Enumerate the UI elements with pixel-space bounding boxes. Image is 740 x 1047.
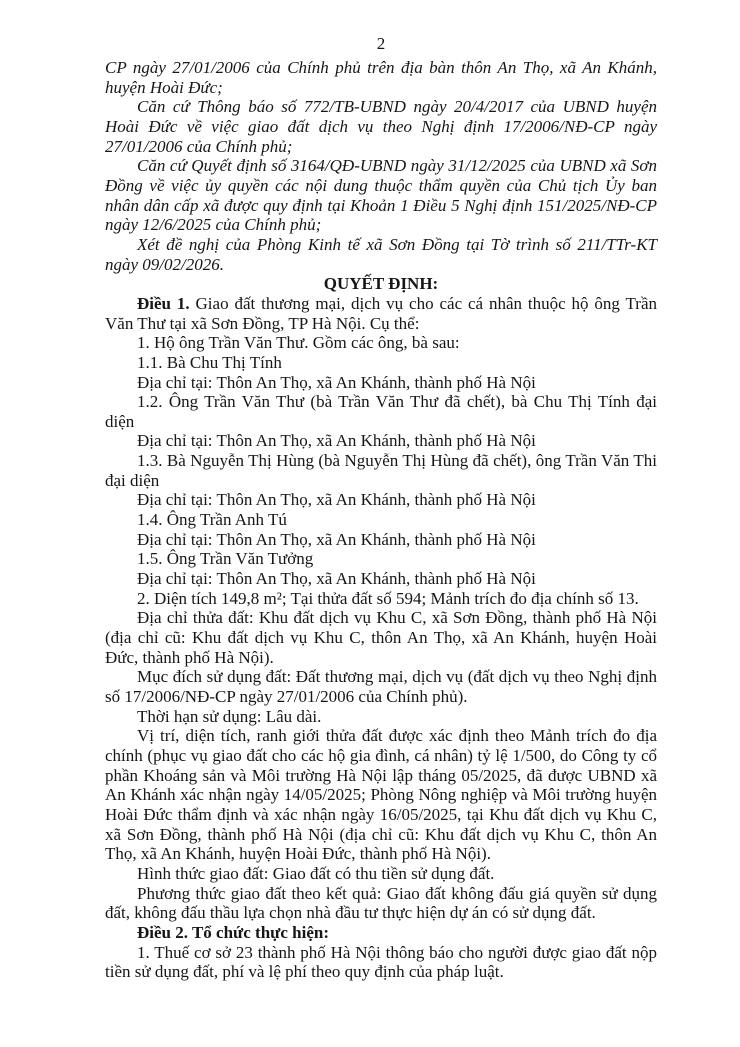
text-run: Vị trí, diện tích, ranh giới thửa đất được xác định theo Mảnh trích đo địa chính (phục vụ giao đất cho các hộ gia đình, cá nhân) tỷ lệ 1/500, do Công ty cổ phần Khoáng sản và Môi trường Hà Nội lập tháng 05/2025, đã được UBND xã An Khánh xác nhận ngày 14/05/2025; Phòng Nông nghiệp và Môi trường huyện Hoài Đức thẩm định và xác nhận ngày 16/05/2025, tại Khu đất dịch vụ Khu C, xã Sơn Đồng, thành phố Hà Nội (địa chỉ cũ: Khu đất dịch vụ Khu C, thôn An Thọ, xã An Khánh, huyện Hoài Đức, thành phố Hà Nội). [105,726,657,864]
bold-text-run: Điều 2. Tổ chức thực hiện: [137,922,329,942]
decision-heading [105,274,657,294]
member-1-5 [105,549,657,569]
text-run: Hình thức giao đất: Giao đất có thu tiền sử dụng đất. [137,863,495,883]
member-1-2-address [105,431,657,451]
article-2-heading [105,923,657,943]
bold-text-run: Điều 1. [137,293,190,313]
document-body [105,58,657,982]
allocation-form [105,864,657,884]
preamble-xet-de-nghi [105,235,657,274]
text-run: CP ngày 27/01/2006 của Chính phủ trên địa bàn thôn An Thọ, xã An Khánh, huyện Hoài Đức; [105,58,657,97]
text-run: 1.5. Ông Trần Văn Tưởng [137,549,314,569]
household-list-intro [105,333,657,353]
land-use-term [105,707,657,727]
text-run: Địa chỉ tại: Thôn An Thọ, xã An Khánh, thành phố Hà Nội [137,431,536,451]
text-run: Phương thức giao đất theo kết quả: Giao đất không đấu giá quyền sử dụng đất, không đấu thầu lựa chọn nhà đầu tư thực hiện dự án có sử dụng đất. [105,883,657,923]
member-1-1 [105,353,657,373]
member-1-4-address [105,530,657,550]
text-run: Địa chỉ tại: Thôn An Thọ, xã An Khánh, thành phố Hà Nội [137,529,536,549]
text-run: Mục đích sử dụng đất: Đất thương mại, dịch vụ (đất dịch vụ theo Nghị định số 17/2006/NĐ-CP ngày 27/01/2006 của Chính phủ). [105,667,657,706]
member-1-2 [105,392,657,431]
bold-text-run: QUYẾT ĐỊNH: [323,274,439,294]
member-1-5-address [105,569,657,589]
text-run: Địa chỉ tại: Thôn An Thọ, xã An Khánh, thành phố Hà Nội [137,490,536,510]
preamble-continued [105,58,657,97]
text-run: 1.4. Ông Trần Anh Tú [137,510,287,530]
text-run: Thời hạn sử dụng: Lâu dài. [137,706,322,726]
member-1-1-address [105,373,657,393]
location-description [105,726,657,864]
member-1-4 [105,510,657,530]
text-run: Căn cứ Quyết định số 3164/QĐ-UBND ngày 31/12/2025 của UBND xã Sơn Đồng về việc ủy quyền các nội dung thuộc thẩm quyền của Chủ tịch Ủy ban nhân dân cấp xã được quy định tại Khoản 1 Điều 5 Nghị định 151/2025/NĐ-CP ngày 12/6/2025 của Chính phủ; [105,156,657,235]
parcel-address [105,608,657,667]
text-run: 1. Thuế cơ sở 23 thành phố Hà Nội thông báo cho người được giao đất nộp tiền sử dụng đất, phí và lệ phí theo quy định của pháp luật. [105,942,657,982]
text-run: 1.2. Ông Trần Văn Thư (bà Trần Văn Thư đã chết), bà Chu Thị Tính đại diện [105,392,657,431]
text-run: Giao đất thương mại, dịch vụ cho các cá nhân thuộc hộ ông Trần Văn Thư tại xã Sơn Đồng, TP Hà Nội. Cụ thể: [105,293,658,333]
member-1-3-address [105,490,657,510]
text-run: 2. Diện tích 149,8 m²; Tại thửa đất số 594; Mảnh trích đo địa chính số 13. [137,588,639,608]
text-run: Xét đề nghị của Phòng Kinh tế xã Sơn Đồng tại Tờ trình số 211/TTr-KT ngày 09/02/2026. [105,234,657,274]
text-run: 1.3. Bà Nguyễn Thị Hùng (bà Nguyễn Thị Hùng đã chết), ông Trần Văn Thi đại diện [105,451,657,490]
member-1-3 [105,451,657,490]
article-1-intro [105,294,657,333]
text-run: Địa chỉ tại: Thôn An Thọ, xã An Khánh, thành phố Hà Nội [137,569,536,589]
text-run: Địa chỉ tại: Thôn An Thọ, xã An Khánh, thành phố Hà Nội [137,372,536,392]
text-run: 1. Hộ ông Trần Văn Thư. Gồm các ông, bà sau: [137,333,460,353]
text-run: Căn cứ Thông báo số 772/TB-UBND ngày 20/4/2017 của UBND huyện Hoài Đức về việc giao đất dịch vụ theo Nghị định 17/2006/NĐ-CP ngày 27/01/2006 của Chính phủ; [105,97,657,156]
allocation-method [105,884,657,923]
preamble-thong-bao-772 [105,97,657,156]
parcel-area [105,589,657,609]
preamble-quyet-dinh-3164 [105,156,657,235]
text-run: Địa chỉ thửa đất: Khu đất dịch vụ Khu C, xã Sơn Đồng, thành phố Hà Nội (địa chỉ cũ: Khu đất dịch vụ Khu C, thôn An Thọ, xã An Khánh, huyện Hoài Đức, thành phố Hà Nội). [105,608,657,667]
land-use-purpose [105,667,657,706]
text-run: 1.1. Bà Chu Thị Tính [137,352,282,372]
article-2-item-1 [105,943,657,982]
page-number: 2 [376,34,386,53]
